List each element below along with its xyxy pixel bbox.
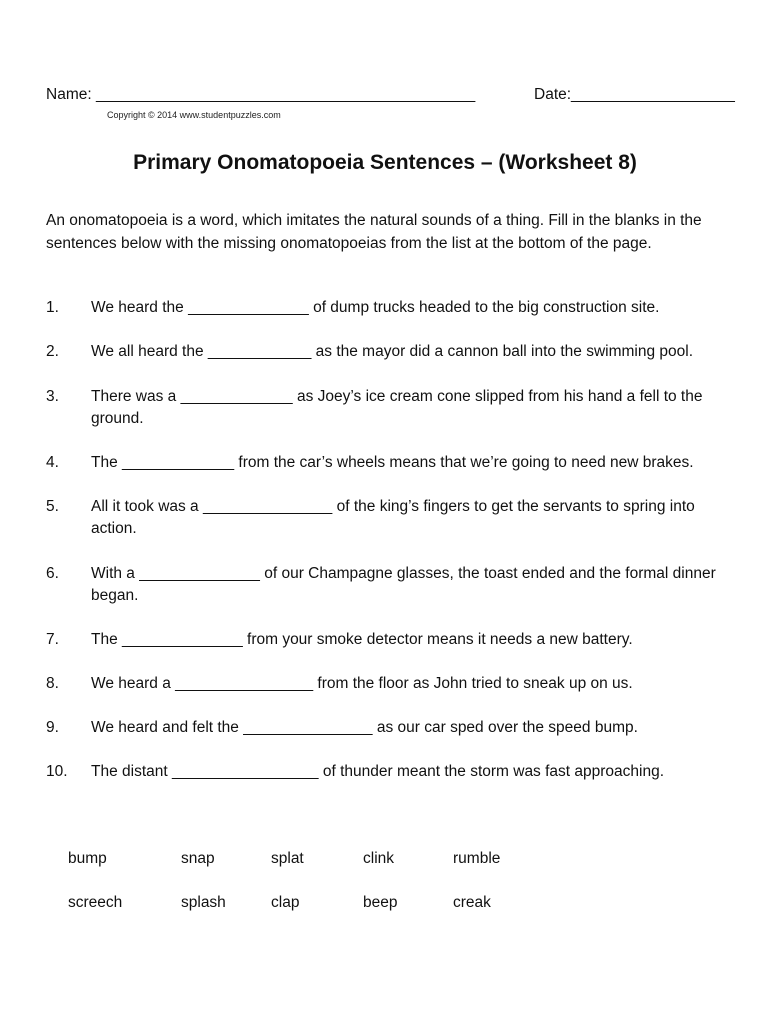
- word-bank-item: splat: [271, 850, 304, 867]
- question-text: We heard the ______________ of dump trucks headed to the big construction site.: [91, 299, 660, 316]
- question-text: All it took was a _______________ of the king’s fingers to get the servants to spring into action.: [91, 498, 695, 537]
- question-text: The distant _________________ of thunder meant the storm was fast approaching.: [91, 763, 665, 780]
- word-bank-item: beep: [363, 894, 398, 911]
- instructions-paragraph: An onomatopoeia is a word, which imitates the natural sounds of a thing. Fill in the blanks in the sentences below with the missing onomatopoeias from the list at the bottom of the page.: [46, 212, 702, 252]
- question-text: The ______________ from your smoke detector means it needs a new battery.: [91, 631, 633, 648]
- word-bank-item: screech: [68, 894, 123, 911]
- date-field-label[interactable]: Date:___________________: [534, 86, 735, 103]
- question-number: 5.: [46, 498, 59, 515]
- word-bank-item: clink: [363, 850, 395, 867]
- question-number: 3.: [46, 388, 59, 405]
- name-field-label[interactable]: Name: ____________________________________________: [46, 86, 476, 103]
- word-bank-item: snap: [181, 850, 215, 867]
- question-number: 8.: [46, 675, 59, 692]
- question-number: 9.: [46, 719, 59, 736]
- question-text: The _____________ from the car’s wheels means that we’re going to need new brakes.: [91, 454, 694, 471]
- word-bank-item: clap: [271, 894, 300, 911]
- word-bank-item: creak: [453, 894, 491, 911]
- question-number: 10.: [46, 763, 68, 780]
- question-text: There was a _____________ as Joey’s ice cream cone slipped from his hand a fell to the ground.: [91, 388, 703, 427]
- word-bank-item: rumble: [453, 850, 501, 867]
- question-text: We all heard the ____________ as the mayor did a cannon ball into the swimming pool.: [91, 343, 694, 360]
- word-bank-item: splash: [181, 894, 226, 911]
- header-line: [46, 86, 735, 106]
- word-bank-item: bump: [68, 850, 107, 867]
- question-number: 4.: [46, 454, 59, 471]
- question-number: 7.: [46, 631, 59, 648]
- question-number: 6.: [46, 565, 59, 582]
- question-number: 2.: [46, 343, 59, 360]
- worksheet-title: Primary Onomatopoeia Sentences – (Worksheet 8): [133, 151, 637, 174]
- question-text: We heard and felt the _______________ as our car sped over the speed bump.: [91, 719, 638, 736]
- copyright-notice: Copyright © 2014 www.studentpuzzles.com: [107, 110, 281, 120]
- question-text: We heard a ________________ from the floor as John tried to sneak up on us.: [91, 675, 633, 692]
- question-number: 1.: [46, 299, 59, 316]
- question-text: With a ______________ of our Champagne glasses, the toast ended and the formal dinner began.: [91, 565, 716, 604]
